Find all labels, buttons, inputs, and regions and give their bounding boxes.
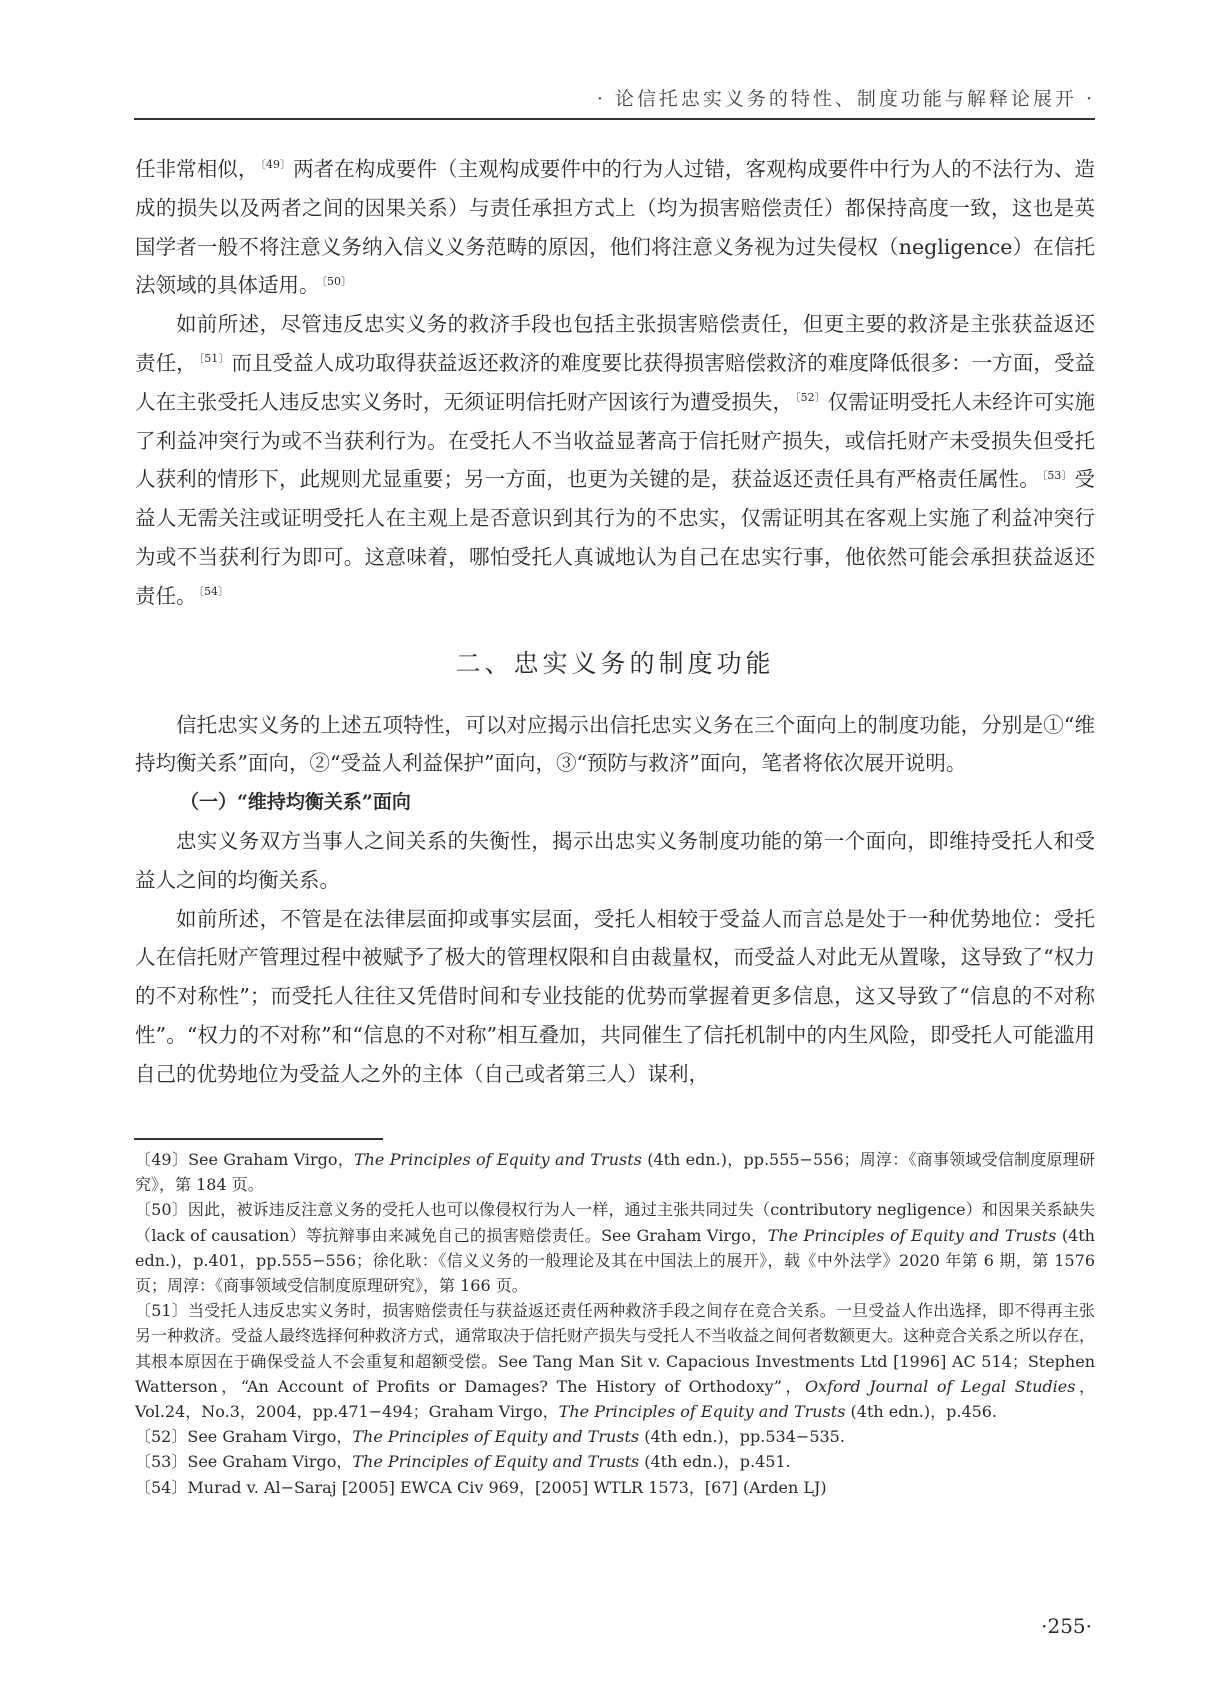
footnote-52 xyxy=(135,1424,1095,1449)
section-intro: 信托忠实义务的上述五项特性，可以对应揭示出信托忠实义务在三个面向上的制度功能，分别是①“维持均衡关系”面向，②“受益人利益保护”面向，③“预防与救济”面向，笔者将依次展开说明。 xyxy=(135,712,1095,776)
footnote-text: See Graham Virgo， xyxy=(187,1427,353,1447)
footnote-mark: 〔51〕 xyxy=(135,1301,188,1321)
footnote-text: See Graham Virgo， xyxy=(187,1452,353,1472)
footnote-text: 因此，被诉违反注意义务的受托人也可以像侵权行为人一样，通过主张共同过失（contributory negligence）和因果关系缺失（lack of causation）等抗辩事由来减免自己的损害赔偿责任。See Graham Virgo， xyxy=(135,1200,1095,1245)
footnote-54 xyxy=(135,1475,1095,1500)
footnote-text: (4th edn.)，pp.555−556；周淳：《商事领域受信制度原理研究》，第 184 页。 xyxy=(135,1150,1095,1195)
running-header: · 论信托忠实义务的特性、制度功能与解释论展开 · xyxy=(596,88,1095,110)
footnote-text: (4th edn.)，pp.534−535. xyxy=(639,1427,845,1447)
footnote-50 xyxy=(135,1197,1095,1298)
text-run: 两者在构成要件（主观构成要件中的行为人过错，客观构成要件中行为人的不法行为、造成的损失以及两者之间的因果关系）与责任承担方式上（均为损害赔偿责任）都保持高度一致，这也是英国学者一般不将注意义务纳入信义义务范畴的原因，他们将注意义务视为过失侵权（negligence）在信托法领域的具体适用。 xyxy=(135,157,1096,298)
footnotes xyxy=(135,1147,1095,1500)
footnote-text: (4th edn.)，p.456. xyxy=(845,1402,998,1422)
paragraph: 如前所述，不管是在法律层面抑或事实层面，受托人相较于受益人而言总是处于一种优势地位：受托人在信托财产管理过程中被赋予了极大的管理权限和自由裁量权，而受益人对此无从置喙，这导致了“权力的不对称性”；而受托人往往又凭借时间和专业技能的优势而掌握着更多信息，这又导致了“信息的不对称性”。“权力的不对称”和“信息的不对称”相互叠加，共同催生了信托机制中的内生风险，即受托人可能滥用自己的优势地位为受益人之外的主体（自己或者第三人）谋利， xyxy=(135,906,1095,1086)
citation-title: The Principles of Equity and Trusts xyxy=(352,1427,640,1447)
footnote-mark: 〔54〕 xyxy=(135,1477,188,1497)
header-rule xyxy=(134,118,1095,120)
footnote-text: 当受托人违反忠实义务时，损害赔偿责任与获益返还责任两种救济手段之间存在竞合关系。一旦受益人作出选择，即不得再主张另一种救济。受益人最终选择何种救济方式，通常取决于信托财产损失与受托人不当收益之间何者数额更大。这种竞合关系之所以存在，其根本原因在于确保受益人不会重复和超额受偿。See Tang Man Sit v. Capacious Investments Ltd [1996] AC 514；Stephen Watterson，“An Account of Profits or Damages? The History of Orthodoxy”， xyxy=(135,1301,1096,1396)
footnote-mark: 〔53〕 xyxy=(135,1452,188,1472)
citation-title: Oxford Journal of Legal Studies xyxy=(805,1376,1076,1396)
section-title: 二、忠实义务的制度功能 xyxy=(455,648,775,678)
footnote-text: Murad v. Al−Saraj [2005] EWCA Civ 969，[2005] WTLR 1573，[67] (Arden LJ) xyxy=(187,1477,827,1497)
footnote-ref-49[interactable]: 〔49〕 xyxy=(260,158,292,172)
citation-title: The Principles of Equity and Trusts xyxy=(352,1452,640,1472)
footnote-ref-52[interactable]: 〔52〕 xyxy=(795,390,826,404)
text-run: 受益人无需关注或证明受托人在主观上是否意识到其行为的不忠实，仅需证明其在客观上实施了利益冲突行为或不当获利行为即可。这意味着，哪怕受托人真诚地认为自己在忠实行事，他依然可能会承担获益返还责任。 xyxy=(135,467,1096,608)
footnote-ref-50[interactable]: 〔50〕 xyxy=(321,274,352,288)
citation-title: The Principles of Equity and Trusts xyxy=(558,1402,846,1422)
citation-title: The Principles of Equity and Trusts xyxy=(767,1225,1057,1245)
paragraph xyxy=(135,305,1095,615)
text-run: 而且受益人成功取得获益返还救济的难度要比获得损害赔偿救济的难度降低很多：一方面，受益人在主张受托人违反忠实义务时，无须证明信托财产因该行为遭受损失， xyxy=(135,350,1096,414)
footnote-53 xyxy=(135,1449,1095,1474)
footnote-ref-54[interactable]: 〔54〕 xyxy=(198,584,229,598)
paragraph xyxy=(135,150,1095,305)
text-run: 如前所述，尽管违反忠实义务的救济手段也包括主张损害赔偿责任，但更主要的救济是主张获益返还责任， xyxy=(135,312,1095,375)
footnote-mark: 〔49〕 xyxy=(135,1150,189,1169)
footnote-49 xyxy=(135,1147,1095,1197)
page-number: ·255· xyxy=(1041,1614,1092,1638)
main-text xyxy=(135,150,1095,1094)
footnote-text: See Graham Virgo， xyxy=(188,1150,354,1169)
footnote-51 xyxy=(135,1298,1095,1424)
footnote-text: (4th edn.)，p.401，pp.555−556；徐化耿：《信义义务的一般理论及其在中国法上的展开》，载《中外法学》2020 年第 6 期，第 1576 页；周淳：《商事领域受信制度原理研究》，第 166 页。 xyxy=(135,1225,1095,1296)
paragraph: 忠实义务双方当事人之间关系的失衡性，揭示出忠实义务制度功能的第一个面向，即维持受托人和受益人之间的均衡关系。 xyxy=(135,828,1095,892)
footnote-text: (4th edn.)，p.451. xyxy=(639,1452,791,1472)
text-run: 仅需证明受托人未经许可实施了利益冲突行为或不当获利行为。在受托人不当收益显著高于信托财产损失，或信托财产未受损失但受托人获利的情形下，此规则尤显重要；另一方面，也更为关键的是，获益返还责任具有严格责任属性。 xyxy=(135,389,1096,492)
footnote-rule xyxy=(134,1138,383,1140)
footnote-ref-53[interactable]: 〔53〕 xyxy=(1041,468,1073,482)
footnote-mark: 〔52〕 xyxy=(135,1427,188,1447)
citation-title: The Principles of Equity and Trusts xyxy=(353,1150,642,1169)
subheading: （一）“维持均衡关系”面向 xyxy=(180,791,411,814)
footnote-text: ，Vol.24，No.3，2004，pp.471−494；Graham Virgo， xyxy=(135,1376,1096,1422)
footnote-ref-51[interactable]: 〔51〕 xyxy=(198,352,230,366)
text-run: 任非常相似， xyxy=(135,157,259,181)
footnote-mark: 〔50〕 xyxy=(135,1200,188,1220)
